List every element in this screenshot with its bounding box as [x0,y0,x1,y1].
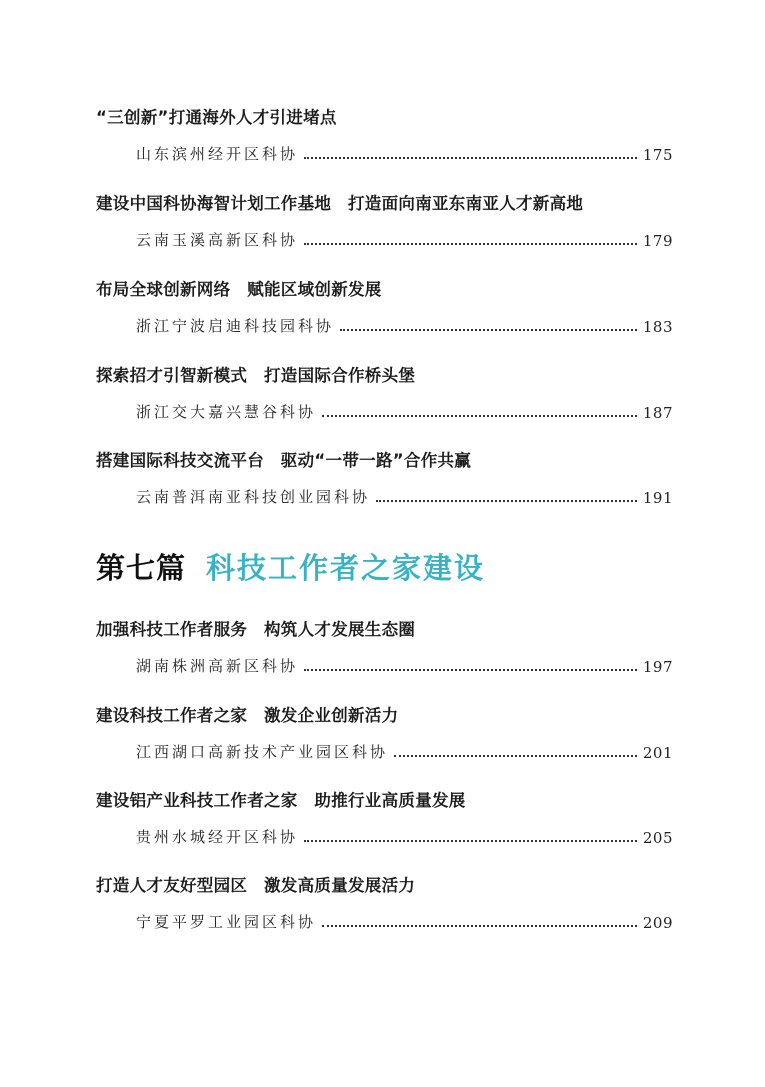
entry-title: 搭建国际科技交流平台 驱动“一带一路”合作共赢 [96,451,472,470]
entry-line [136,228,673,250]
dot-leader [304,669,637,671]
section-heading[interactable] [96,544,485,588]
entry-page-number: 175 [642,146,673,164]
entry-title: 加强科技工作者服务 构筑人才发展生态圈 [96,620,416,639]
entry-page-number: 187 [642,404,673,422]
entry-org: 浙江交大嘉兴慧谷科协 [136,403,317,421]
entry-page-number: 209 [642,914,673,932]
entry-title: 探索招才引智新模式 打造国际合作桥头堡 [96,366,416,385]
entry-title: 建设科技工作者之家 激发企业创新活力 [96,706,399,725]
dot-leader [376,500,637,502]
entry-line [136,142,673,164]
entry-title: “三创新”打通海外人才引进堵点 [96,108,337,127]
entry-page-number: 179 [642,232,673,250]
dot-leader [340,329,637,331]
entry-line [136,740,673,762]
dot-leader [304,243,637,245]
entry-org: 江西湖口高新技术产业园区科协 [136,743,389,761]
entry-page-number: 183 [642,318,673,336]
entry-title: 打造人才友好型园区 激发高质量发展活力 [96,876,416,895]
dot-leader [304,840,637,842]
entry-page-number: 201 [642,744,673,762]
entry-title: 建设铝产业科技工作者之家 助推行业高质量发展 [96,791,466,810]
dot-leader [322,925,637,927]
entry-line [136,654,673,676]
entry-line [136,400,673,422]
entry-line [136,825,673,847]
entry-title: 布局全球创新网络 赋能区域创新发展 [96,280,382,299]
entry-line [136,485,673,507]
dot-leader [304,157,637,159]
entry-page-number: 197 [642,658,673,676]
entry-org: 贵州水城经开区科协 [136,828,299,846]
entry-org: 浙江宁波启迪科技园科协 [136,317,335,335]
section-number: 第七篇 [96,550,187,585]
entry-line [136,314,673,336]
entry-org: 山东滨州经开区科协 [136,145,299,163]
entry-page-number: 191 [642,489,673,507]
entry-title: 建设中国科协海智计划工作基地 打造面向南亚东南亚人才新高地 [96,194,584,213]
entry-line [136,910,673,932]
entry-org: 宁夏平罗工业园区科协 [136,913,317,931]
entry-org: 云南玉溪高新区科协 [136,231,299,249]
entry-org: 云南普洱南亚科技创业园科协 [136,488,371,506]
dot-leader [322,415,637,417]
entry-org: 湖南株洲高新区科协 [136,657,299,675]
entry-page-number: 205 [642,829,673,847]
dot-leader [394,755,637,757]
section-title: 科技工作者之家建设 [206,550,486,585]
